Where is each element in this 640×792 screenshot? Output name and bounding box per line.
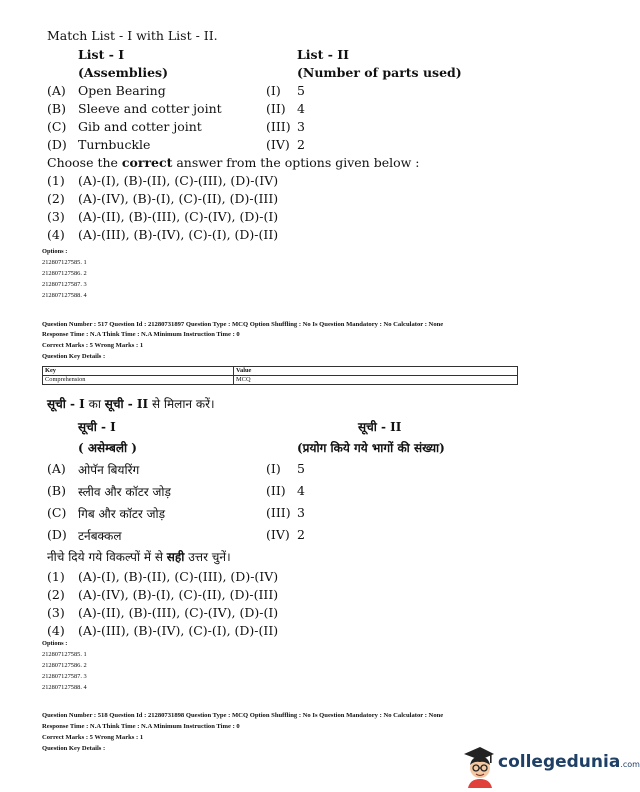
q2-row-roman: (IV) [266,527,290,542]
q1-list1-title: List - I [78,47,125,62]
q1-row-roman: (IV) [266,137,290,152]
q2-row-value: 5 [297,461,305,476]
q2-option-id: 212807127587. 3 [42,673,87,680]
q2-row-roman: (II) [266,483,286,498]
q1-row-roman: (I) [266,83,281,98]
q2-list2-title: सूची - II [358,420,402,434]
value-cell: MCQ [234,376,518,385]
q1-answer-text: (A)-(I), (B)-(II), (C)-(III), (D)-(IV) [78,173,279,188]
q1-list2-subtitle: (Number of parts used) [297,65,462,80]
q2-row-text: गिब और कॉटर जोड़ [78,507,166,521]
q517-meta-line1: Question Number : 517 Question Id : 21280731897 Question Type : MCQ Option Shuffling : No Is Question Mandatory : No Calculator : None [42,321,444,328]
q2-options-label: Options : [42,640,68,647]
q517-meta-line3: Correct Marks : 5 Wrong Marks : 1 [42,342,144,349]
q2-row-value: 3 [297,505,305,520]
graduate-mascot-icon [460,744,496,788]
table-row [43,367,518,376]
q2-instruction: सूची - I का सूची - II से मिलान करें। [47,397,215,411]
q2-answer-number: (1) [47,569,65,584]
q1-list2-title: List - II [297,47,349,62]
q1-instruction: Match List - I with List - II. [47,28,218,43]
q517-meta-line2: Response Time : N.A Think Time : N.A Minimum Instruction Time : 0 [42,331,240,338]
q1-row-value: 2 [297,137,305,152]
key-cell: Comprehension [43,376,234,385]
q2-answer-text: (A)-(I), (B)-(II), (C)-(III), (D)-(IV) [78,569,279,584]
q2-row-text: स्लीव और कॉटर जोड़ [78,485,171,499]
collegedunia-logo [460,744,640,790]
q2-option-id: 212807127585. 1 [42,651,87,658]
q2-row-roman: (I) [266,461,281,476]
q1-list1-subtitle: (Assemblies) [78,65,169,80]
q2-answer-number: (3) [47,605,65,620]
q1-answer-text: (A)-(III), (B)-(IV), (C)-(I), (D)-(II) [78,227,279,242]
q2-answer-text: (A)-(IV), (B)-(I), (C)-(II), (D)-(III) [78,587,279,602]
q2-answer-text: (A)-(II), (B)-(III), (C)-(IV), (D)-(I) [78,605,279,620]
q1-row-roman: (III) [266,119,291,134]
q1-choose-line: Choose the correct answer from the options given below : [47,155,420,170]
q2-row-key: (D) [47,527,67,542]
q2-row-value: 4 [297,483,305,498]
q2-row-key: (C) [47,505,67,520]
key-header: Key [43,367,234,376]
q2-list2-subtitle: (प्रयोग किये गये भागों की संख्या) [297,441,445,455]
q1-row-text: Turnbuckle [78,137,151,152]
q2-row-text: ओपॅन बियरिंग [78,463,140,477]
q1-row-value: 4 [297,101,305,116]
q1-options-label: Options : [42,248,68,255]
q1-row-key: (D) [47,137,67,152]
q2-row-value: 2 [297,527,305,542]
q2-row-key: (B) [47,483,66,498]
q1-answer-number: (3) [47,209,65,224]
q518-meta-line4: Question Key Details : [42,745,106,752]
q1-answer-number: (4) [47,227,65,242]
q518-meta-line2: Response Time : N.A Think Time : N.A Minimum Instruction Time : 0 [42,723,240,730]
q2-answer-number: (2) [47,587,65,602]
value-header: Value [234,367,518,376]
q1-option-id: 212807127587. 3 [42,281,87,288]
q1-row-text: Sleeve and cotter joint [78,101,222,116]
q1-option-id: 212807127585. 1 [42,259,87,266]
q517-meta-line4: Question Key Details : [42,353,106,360]
q2-option-id: 212807127586. 2 [42,662,87,669]
q1-answer-number: (1) [47,173,65,188]
q1-answer-text: (A)-(IV), (B)-(I), (C)-(II), (D)-(III) [78,191,279,206]
q1-option-id: 212807127586. 2 [42,270,87,277]
q518-meta-line1: Question Number : 518 Question Id : 21280731898 Question Type : MCQ Option Shuffling : No Is Question Mandatory : No Calculator : None [42,712,444,719]
q518-meta-line3: Correct Marks : 5 Wrong Marks : 1 [42,734,144,741]
q1-row-value: 3 [297,119,305,134]
q2-row-text: टर्नबक्कल [78,529,122,543]
q2-answer-text: (A)-(III), (B)-(IV), (C)-(I), (D)-(II) [78,623,279,638]
q1-row-text: Gib and cotter joint [78,119,202,134]
q2-row-key: (A) [47,461,66,476]
q1-row-value: 5 [297,83,305,98]
q2-row-roman: (III) [266,505,291,520]
q2-answer-number: (4) [47,623,65,638]
brand-text: collegedunia.com [498,752,640,772]
q2-option-id: 212807127588. 4 [42,684,87,691]
table-row [43,376,518,385]
q2-list1-title: सूची - I [78,420,116,434]
q1-row-key: (C) [47,119,67,134]
q1-row-text: Open Bearing [78,83,166,98]
q1-row-key: (B) [47,101,66,116]
q1-answer-text: (A)-(II), (B)-(III), (C)-(IV), (D)-(I) [78,209,279,224]
q1-answer-number: (2) [47,191,65,206]
q1-option-id: 212807127588. 4 [42,292,87,299]
q1-row-key: (A) [47,83,66,98]
q2-choose-line: नीचे दिये गये विकल्पों में से सही उत्तर चुनें। [47,550,231,564]
q1-row-roman: (II) [266,101,286,116]
question-key-table [42,366,518,385]
q2-list1-subtitle: ( असेम्बली ) [78,441,137,455]
